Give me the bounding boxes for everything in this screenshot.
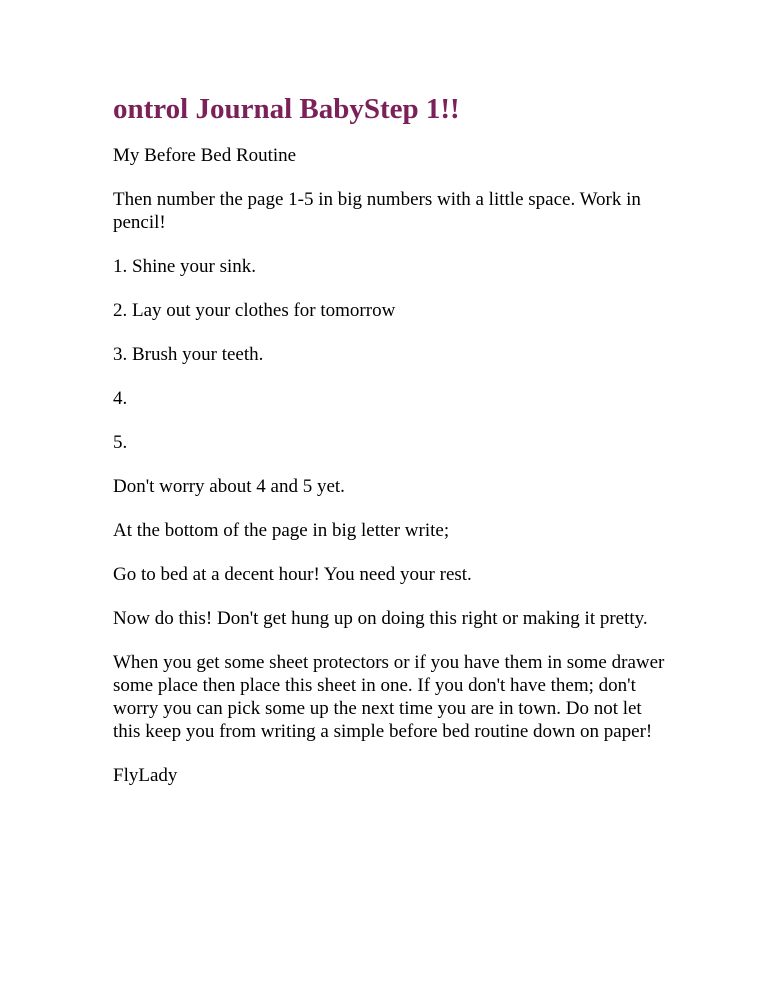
list-item-4: 4. — [113, 388, 128, 409]
bottom-instruction-paragraph: At the bottom of the page in big letter write; — [113, 520, 450, 541]
list-item-2: 2. Lay out your clothes for tomorrow — [113, 300, 396, 321]
instruction-paragraph: Then number the page 1-5 in big numbers with a little space. Work in pencil! — [113, 189, 641, 233]
list-item-3: 3. Brush your teeth. — [113, 344, 264, 365]
document-title: ontrol Journal BabyStep 1!! — [113, 93, 460, 125]
reassurance-paragraph: Don't worry about 4 and 5 yet. — [113, 476, 345, 497]
list-item-1: 1. Shine your sink. — [113, 256, 257, 277]
bedtime-reminder: Go to bed at a decent hour! You need your rest. — [113, 564, 472, 585]
routine-heading: My Before Bed Routine — [113, 145, 297, 166]
signature: FlyLady — [113, 765, 178, 786]
list-item-5: 5. — [113, 432, 128, 453]
document-page — [113, 92, 673, 808]
sheet-protector-paragraph: When you get some sheet protectors or if you have them in some drawer some place then place this sheet in one. If you don't have them; don't worry you can pick some up the next time you are in town. Do not let this keep you from writing a simple before bed routine down on paper! — [113, 652, 665, 742]
encouragement-paragraph: Now do this! Don't get hung up on doing this right or making it pretty. — [113, 608, 648, 629]
